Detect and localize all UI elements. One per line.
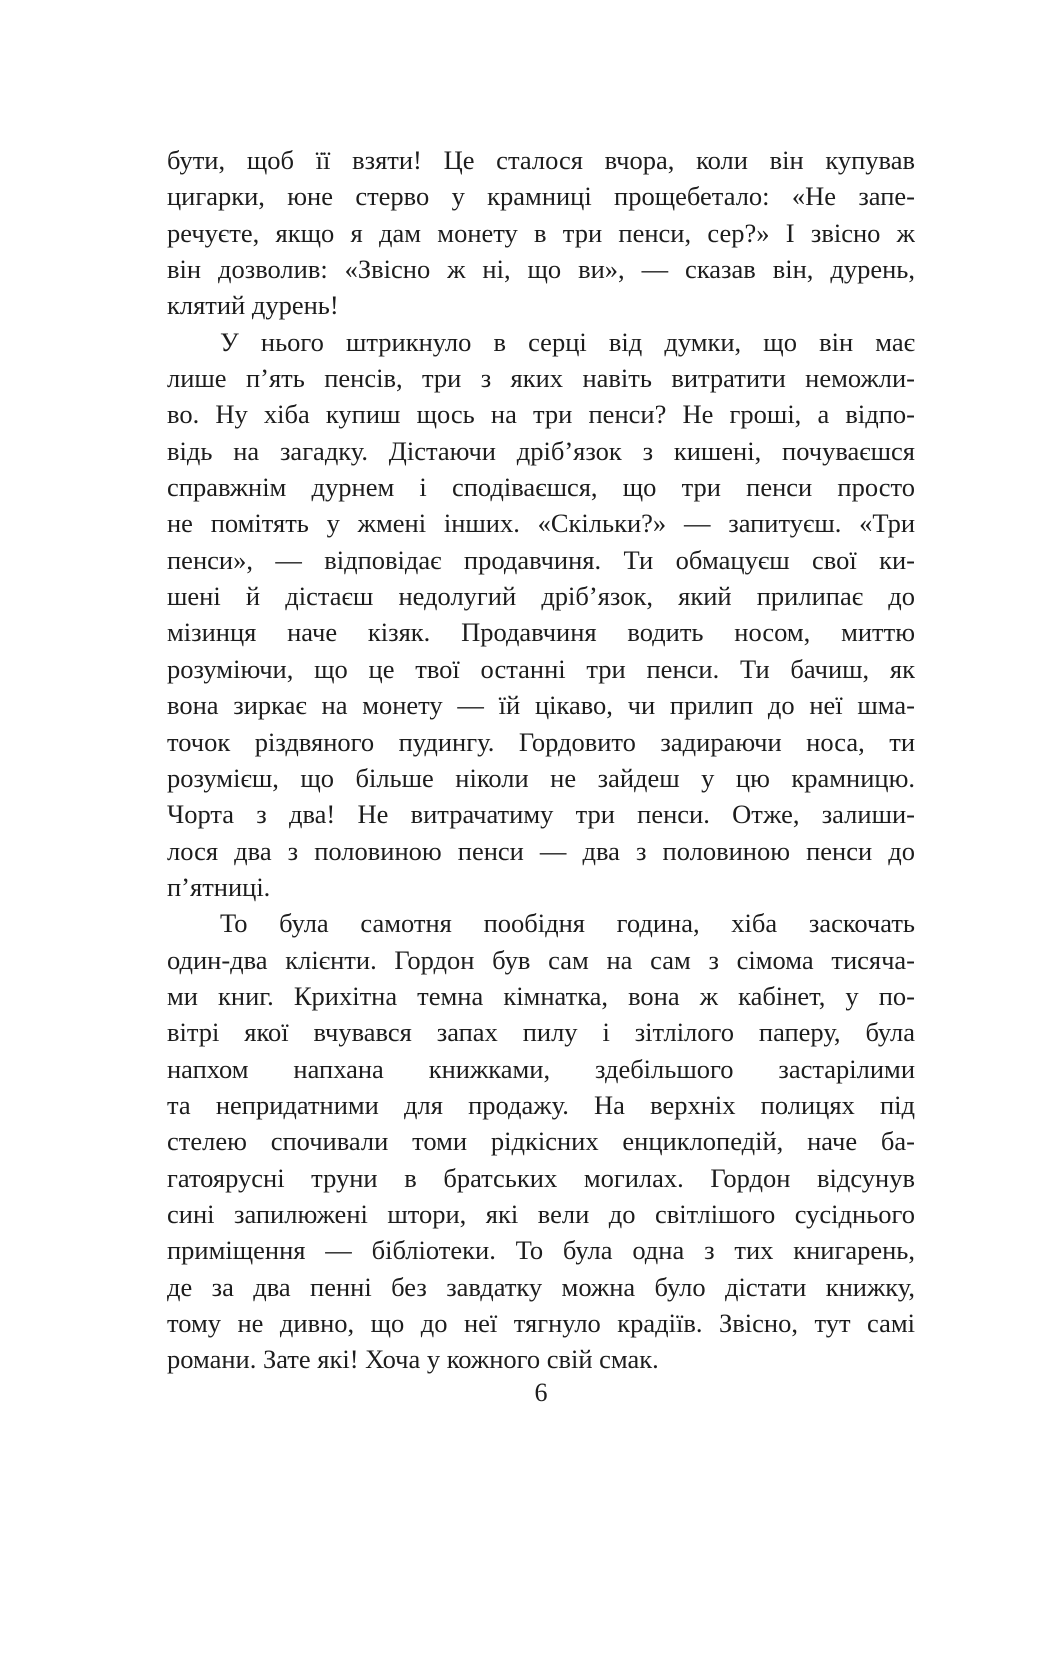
text-line: пенси», — відповідає продавчиня. Ти обмацуєш свої ки- — [167, 544, 915, 575]
text-line: Чорта з два! Не витрачатиму три пенси. Отже, залиши- — [167, 799, 915, 830]
text-line: відь на загадку. Дістаючи дріб’язок з кишені, почуваєшся — [167, 435, 915, 466]
text-line: лося два з половиною пенси — два з половиною пенси до — [167, 835, 915, 866]
text-line: п’ятниці. — [167, 871, 271, 902]
text-line: вітрі якої вчувався запах пилу і зітлілого паперу, була — [167, 1017, 915, 1048]
text-line: він дозволив: «Звісно ж ні, що ви», — сказав він, дурень, — [167, 254, 915, 285]
text-line: тому не дивно, що до неї тягнуло крадіїв. Звісно, тут самі — [167, 1308, 915, 1338]
text-line: вона зиркає на монету — їй цікаво, чи прилип до неї шма- — [167, 690, 915, 721]
text-line: розуміючи, що це твої останні три пенси. Ти бачиш, як — [167, 653, 915, 684]
paragraph — [167, 142, 915, 324]
text-line: де за два пенні без завдатку можна було дістати книжку, — [167, 1271, 915, 1302]
text-line: розумієш, що більше ніколи не зайдеш у цю крамницю. — [167, 762, 915, 793]
text-line: ми книг. Крихітна темна кімнатка, вона ж кабінет, у по- — [167, 980, 915, 1011]
text-line: справжнім дурнем і сподіваєшся, що три пенси просто — [167, 472, 915, 503]
text-line: гатоярусні труни в братських могилах. Гордон відсунув — [167, 1162, 915, 1193]
page-number: 6 — [534, 1378, 548, 1407]
text-line: сині запилюжені штори, які вели до світлішого сусіднього — [167, 1198, 915, 1229]
text-line: не помітять у жмені інших. «Скільки?» — запитуєш. «Три — [167, 508, 915, 539]
text-line: У нього штрикнуло в серці від думки, що він має — [220, 326, 915, 357]
text-line: точок різдвяного пудингу. Гордовито задираючи носа, ти — [167, 726, 915, 757]
text-line: шені й дістаєш недолугий дріб’язок, який прилипає до — [167, 581, 915, 612]
text-line: та непридатними для продажу. На верхніх полицях під — [167, 1089, 915, 1120]
text-line: мізинця наче кізяк. Продавчиня водить носом, миттю — [167, 617, 915, 648]
text-line: речуєте, якщо я дам монету в три пенси, сер?» І звісно ж — [167, 217, 915, 248]
text-line: цигарки, юне стерво у крамниці прощебетало: «Не запе- — [167, 181, 915, 212]
page-text — [167, 142, 915, 1378]
text-line: один-два клієнти. Гордон був сам на сам з сімома тисяча- — [167, 944, 915, 975]
text-line: романи. Зате які! Хоча у кожного свій смак. — [167, 1344, 659, 1375]
text-line: То була самотня пообідня година, хіба заскочать — [220, 908, 915, 939]
text-line: лише п’ять пенсів, три з яких навіть витратити неможли- — [167, 363, 915, 394]
text-line: стелею спочивали томи рідкісних енциклопедій, наче ба- — [167, 1126, 915, 1157]
text-line: бути, щоб її взяти! Це сталося вчора, коли він купував — [167, 145, 915, 175]
text-line: клятий дурень! — [167, 290, 339, 321]
text-line: приміщення — бібліотеки. То була одна з тих книгарень, — [167, 1235, 915, 1266]
paragraph — [167, 324, 915, 906]
text-line: во. Ну хіба купиш щось на три пенси? Не гроші, а відпо- — [167, 399, 915, 430]
text-line: напхом напхана книжками, здебільшого застарілими — [167, 1053, 915, 1084]
paragraph — [167, 905, 915, 1377]
